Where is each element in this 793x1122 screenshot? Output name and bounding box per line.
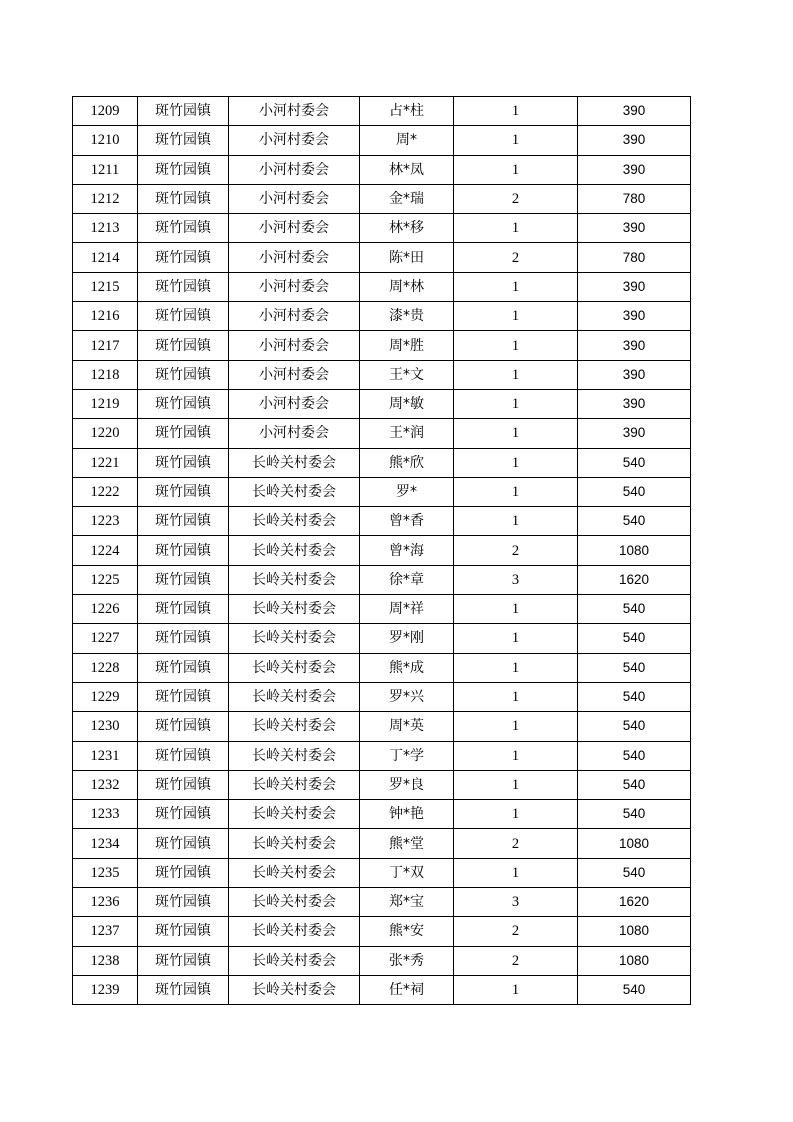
- table-row: [73, 682, 691, 711]
- table-row: [73, 389, 691, 418]
- town-cell: 斑竹园镇: [138, 155, 229, 184]
- town-cell: 斑竹园镇: [138, 975, 229, 1004]
- amount-cell: 540: [578, 712, 691, 741]
- row-number-cell: 1223: [73, 507, 138, 536]
- row-number-cell: 1233: [73, 800, 138, 829]
- amount-cell: 390: [578, 360, 691, 389]
- town-cell: 斑竹园镇: [138, 858, 229, 887]
- village-committee-cell: 长岭关村委会: [229, 682, 360, 711]
- household-count-cell: 2: [454, 917, 578, 946]
- row-number-cell: 1219: [73, 389, 138, 418]
- household-count-cell: 1: [454, 214, 578, 243]
- household-count-cell: 1: [454, 360, 578, 389]
- table-row: [73, 829, 691, 858]
- village-committee-cell: 小河村委会: [229, 360, 360, 389]
- table-row: [73, 214, 691, 243]
- table-row: [73, 800, 691, 829]
- town-cell: 斑竹园镇: [138, 536, 229, 565]
- village-committee-cell: 长岭关村委会: [229, 565, 360, 594]
- row-number-cell: 1220: [73, 419, 138, 448]
- person-name-cell: 张*秀: [360, 946, 454, 975]
- household-count-cell: 1: [454, 389, 578, 418]
- village-committee-cell: 小河村委会: [229, 331, 360, 360]
- household-count-cell: 2: [454, 184, 578, 213]
- village-committee-cell: 小河村委会: [229, 243, 360, 272]
- town-cell: 斑竹园镇: [138, 653, 229, 682]
- amount-cell: 540: [578, 770, 691, 799]
- amount-cell: 540: [578, 477, 691, 506]
- table-row: [73, 272, 691, 301]
- town-cell: 斑竹园镇: [138, 595, 229, 624]
- person-name-cell: 丁*双: [360, 858, 454, 887]
- person-name-cell: 周*英: [360, 712, 454, 741]
- table-body: [73, 97, 691, 1005]
- amount-cell: 390: [578, 155, 691, 184]
- row-number-cell: 1221: [73, 448, 138, 477]
- table-row: [73, 653, 691, 682]
- town-cell: 斑竹园镇: [138, 331, 229, 360]
- person-name-cell: 周*敏: [360, 389, 454, 418]
- village-committee-cell: 小河村委会: [229, 272, 360, 301]
- town-cell: 斑竹园镇: [138, 829, 229, 858]
- amount-cell: 1620: [578, 888, 691, 917]
- village-committee-cell: 长岭关村委会: [229, 536, 360, 565]
- household-count-cell: 1: [454, 712, 578, 741]
- row-number-cell: 1217: [73, 331, 138, 360]
- household-count-cell: 1: [454, 653, 578, 682]
- town-cell: 斑竹园镇: [138, 126, 229, 155]
- town-cell: 斑竹园镇: [138, 272, 229, 301]
- row-number-cell: 1212: [73, 184, 138, 213]
- row-number-cell: 1215: [73, 272, 138, 301]
- village-committee-cell: 长岭关村委会: [229, 477, 360, 506]
- amount-cell: 390: [578, 302, 691, 331]
- row-number-cell: 1225: [73, 565, 138, 594]
- table-row: [73, 97, 691, 126]
- town-cell: 斑竹园镇: [138, 243, 229, 272]
- row-number-cell: 1234: [73, 829, 138, 858]
- table-row: [73, 858, 691, 887]
- amount-cell: 390: [578, 97, 691, 126]
- household-count-cell: 1: [454, 741, 578, 770]
- town-cell: 斑竹园镇: [138, 389, 229, 418]
- village-committee-cell: 小河村委会: [229, 389, 360, 418]
- row-number-cell: 1222: [73, 477, 138, 506]
- table-row: [73, 477, 691, 506]
- town-cell: 斑竹园镇: [138, 448, 229, 477]
- table-row: [73, 975, 691, 1004]
- person-name-cell: 曾*香: [360, 507, 454, 536]
- table-row: [73, 243, 691, 272]
- person-name-cell: 熊*成: [360, 653, 454, 682]
- amount-cell: 540: [578, 682, 691, 711]
- table-row: [73, 302, 691, 331]
- town-cell: 斑竹园镇: [138, 888, 229, 917]
- town-cell: 斑竹园镇: [138, 419, 229, 448]
- village-committee-cell: 小河村委会: [229, 155, 360, 184]
- household-count-cell: 1: [454, 595, 578, 624]
- amount-cell: 390: [578, 331, 691, 360]
- amount-cell: 540: [578, 507, 691, 536]
- amount-cell: 540: [578, 741, 691, 770]
- row-number-cell: 1232: [73, 770, 138, 799]
- town-cell: 斑竹园镇: [138, 214, 229, 243]
- household-count-cell: 1: [454, 97, 578, 126]
- household-count-cell: 1: [454, 682, 578, 711]
- amount-cell: 390: [578, 272, 691, 301]
- village-committee-cell: 长岭关村委会: [229, 800, 360, 829]
- amount-cell: 1080: [578, 536, 691, 565]
- village-committee-cell: 长岭关村委会: [229, 946, 360, 975]
- village-committee-cell: 小河村委会: [229, 302, 360, 331]
- town-cell: 斑竹园镇: [138, 97, 229, 126]
- row-number-cell: 1224: [73, 536, 138, 565]
- household-count-cell: 1: [454, 448, 578, 477]
- row-number-cell: 1226: [73, 595, 138, 624]
- village-committee-cell: 小河村委会: [229, 214, 360, 243]
- table-row: [73, 595, 691, 624]
- household-count-cell: 1: [454, 770, 578, 799]
- household-count-cell: 2: [454, 946, 578, 975]
- table-row: [73, 360, 691, 389]
- row-number-cell: 1216: [73, 302, 138, 331]
- village-committee-cell: 长岭关村委会: [229, 888, 360, 917]
- table-row: [73, 917, 691, 946]
- row-number-cell: 1211: [73, 155, 138, 184]
- person-name-cell: 漆*贵: [360, 302, 454, 331]
- row-number-cell: 1209: [73, 97, 138, 126]
- person-name-cell: 罗*良: [360, 770, 454, 799]
- village-committee-cell: 长岭关村委会: [229, 741, 360, 770]
- town-cell: 斑竹园镇: [138, 477, 229, 506]
- person-name-cell: 罗*兴: [360, 682, 454, 711]
- village-committee-cell: 长岭关村委会: [229, 829, 360, 858]
- row-number-cell: 1227: [73, 624, 138, 653]
- table-row: [73, 536, 691, 565]
- table-row: [73, 126, 691, 155]
- person-name-cell: 罗*刚: [360, 624, 454, 653]
- table-row: [73, 770, 691, 799]
- household-count-cell: 1: [454, 331, 578, 360]
- person-name-cell: 熊*欣: [360, 448, 454, 477]
- person-name-cell: 曾*海: [360, 536, 454, 565]
- town-cell: 斑竹园镇: [138, 800, 229, 829]
- amount-cell: 540: [578, 653, 691, 682]
- table-row: [73, 184, 691, 213]
- town-cell: 斑竹园镇: [138, 770, 229, 799]
- row-number-cell: 1210: [73, 126, 138, 155]
- town-cell: 斑竹园镇: [138, 741, 229, 770]
- row-number-cell: 1236: [73, 888, 138, 917]
- village-committee-cell: 长岭关村委会: [229, 624, 360, 653]
- person-name-cell: 周*林: [360, 272, 454, 301]
- row-number-cell: 1235: [73, 858, 138, 887]
- town-cell: 斑竹园镇: [138, 184, 229, 213]
- amount-cell: 390: [578, 214, 691, 243]
- table-row: [73, 448, 691, 477]
- person-name-cell: 王*润: [360, 419, 454, 448]
- person-name-cell: 徐*章: [360, 565, 454, 594]
- person-name-cell: 周*胜: [360, 331, 454, 360]
- town-cell: 斑竹园镇: [138, 302, 229, 331]
- household-count-cell: 1: [454, 858, 578, 887]
- village-committee-cell: 长岭关村委会: [229, 507, 360, 536]
- household-count-cell: 3: [454, 565, 578, 594]
- amount-cell: 780: [578, 243, 691, 272]
- amount-cell: 540: [578, 858, 691, 887]
- table-row: [73, 155, 691, 184]
- person-name-cell: 熊*堂: [360, 829, 454, 858]
- household-count-cell: 2: [454, 243, 578, 272]
- person-name-cell: 钟*艳: [360, 800, 454, 829]
- person-name-cell: 熊*安: [360, 917, 454, 946]
- town-cell: 斑竹园镇: [138, 360, 229, 389]
- amount-cell: 1080: [578, 917, 691, 946]
- village-committee-cell: 小河村委会: [229, 97, 360, 126]
- table-row: [73, 419, 691, 448]
- row-number-cell: 1239: [73, 975, 138, 1004]
- town-cell: 斑竹园镇: [138, 712, 229, 741]
- village-committee-cell: 长岭关村委会: [229, 770, 360, 799]
- subsidy-table: [72, 96, 691, 1005]
- village-committee-cell: 长岭关村委会: [229, 917, 360, 946]
- town-cell: 斑竹园镇: [138, 624, 229, 653]
- village-committee-cell: 小河村委会: [229, 419, 360, 448]
- row-number-cell: 1229: [73, 682, 138, 711]
- household-count-cell: 1: [454, 800, 578, 829]
- row-number-cell: 1218: [73, 360, 138, 389]
- row-number-cell: 1214: [73, 243, 138, 272]
- row-number-cell: 1230: [73, 712, 138, 741]
- row-number-cell: 1213: [73, 214, 138, 243]
- village-committee-cell: 长岭关村委会: [229, 653, 360, 682]
- village-committee-cell: 小河村委会: [229, 126, 360, 155]
- table-row: [73, 712, 691, 741]
- person-name-cell: 占*柱: [360, 97, 454, 126]
- person-name-cell: 金*瑞: [360, 184, 454, 213]
- person-name-cell: 周*祥: [360, 595, 454, 624]
- person-name-cell: 林*移: [360, 214, 454, 243]
- person-name-cell: 陈*田: [360, 243, 454, 272]
- village-committee-cell: 长岭关村委会: [229, 858, 360, 887]
- town-cell: 斑竹园镇: [138, 917, 229, 946]
- amount-cell: 540: [578, 800, 691, 829]
- person-name-cell: 王*文: [360, 360, 454, 389]
- person-name-cell: 任*祠: [360, 975, 454, 1004]
- household-count-cell: 2: [454, 536, 578, 565]
- household-count-cell: 1: [454, 155, 578, 184]
- person-name-cell: 丁*学: [360, 741, 454, 770]
- table-row: [73, 946, 691, 975]
- household-count-cell: 1: [454, 272, 578, 301]
- amount-cell: 390: [578, 126, 691, 155]
- amount-cell: 1620: [578, 565, 691, 594]
- village-committee-cell: 长岭关村委会: [229, 712, 360, 741]
- household-count-cell: 1: [454, 126, 578, 155]
- row-number-cell: 1237: [73, 917, 138, 946]
- household-count-cell: 2: [454, 829, 578, 858]
- household-count-cell: 1: [454, 419, 578, 448]
- table-row: [73, 507, 691, 536]
- village-committee-cell: 长岭关村委会: [229, 448, 360, 477]
- household-count-cell: 1: [454, 975, 578, 1004]
- town-cell: 斑竹园镇: [138, 507, 229, 536]
- household-count-cell: 1: [454, 302, 578, 331]
- household-count-cell: 1: [454, 624, 578, 653]
- town-cell: 斑竹园镇: [138, 565, 229, 594]
- row-number-cell: 1231: [73, 741, 138, 770]
- table-row: [73, 888, 691, 917]
- row-number-cell: 1228: [73, 653, 138, 682]
- village-committee-cell: 长岭关村委会: [229, 595, 360, 624]
- person-name-cell: 郑*宝: [360, 888, 454, 917]
- amount-cell: 1080: [578, 829, 691, 858]
- table-row: [73, 741, 691, 770]
- village-committee-cell: 小河村委会: [229, 184, 360, 213]
- table-row: [73, 331, 691, 360]
- amount-cell: 540: [578, 595, 691, 624]
- amount-cell: 540: [578, 624, 691, 653]
- amount-cell: 540: [578, 975, 691, 1004]
- town-cell: 斑竹园镇: [138, 682, 229, 711]
- amount-cell: 780: [578, 184, 691, 213]
- amount-cell: 1080: [578, 946, 691, 975]
- person-name-cell: 林*凤: [360, 155, 454, 184]
- row-number-cell: 1238: [73, 946, 138, 975]
- household-count-cell: 1: [454, 477, 578, 506]
- table-row: [73, 565, 691, 594]
- amount-cell: 390: [578, 419, 691, 448]
- household-count-cell: 1: [454, 507, 578, 536]
- amount-cell: 390: [578, 389, 691, 418]
- amount-cell: 540: [578, 448, 691, 477]
- town-cell: 斑竹园镇: [138, 946, 229, 975]
- household-count-cell: 3: [454, 888, 578, 917]
- person-name-cell: 罗*: [360, 477, 454, 506]
- person-name-cell: 周*: [360, 126, 454, 155]
- village-committee-cell: 长岭关村委会: [229, 975, 360, 1004]
- table-row: [73, 624, 691, 653]
